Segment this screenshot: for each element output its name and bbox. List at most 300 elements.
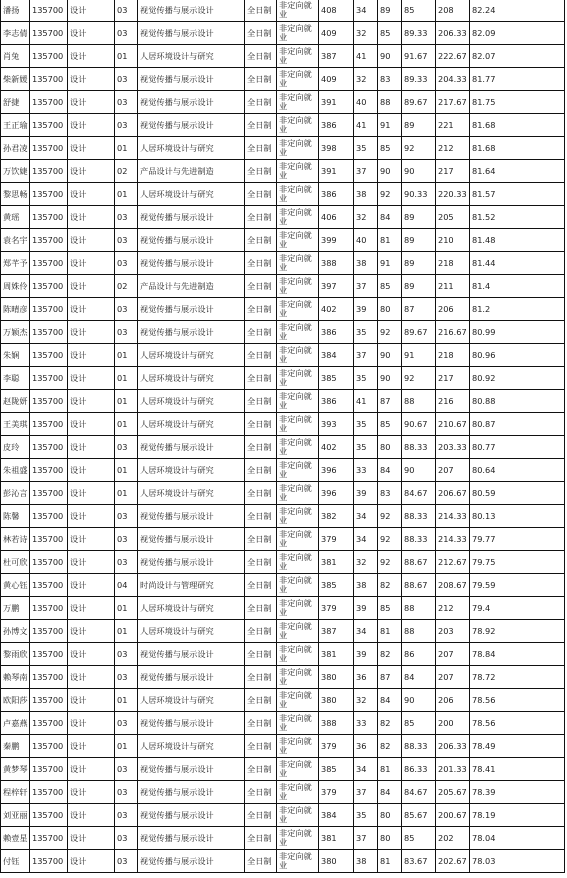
major-name-cell: 设计 [68, 735, 115, 758]
major-code-cell: 135700 [30, 275, 68, 298]
direction-code-cell: 03 [115, 298, 138, 321]
initial-score-cell: 391 [319, 160, 354, 183]
retest-total-cell: 212 [436, 597, 470, 620]
retest-total-cell: 200 [436, 712, 470, 735]
retest-total-cell: 200.67 [436, 804, 470, 827]
initial-score-cell: 382 [319, 505, 354, 528]
name-cell: 朱祖盛 [1, 459, 30, 482]
study-mode-cell: 全日制 [245, 252, 277, 275]
major-name-cell: 设计 [68, 551, 115, 574]
table-row [1, 275, 565, 298]
major-name-cell: 设计 [68, 666, 115, 689]
english-score-cell: 35 [354, 321, 378, 344]
direction-name-cell: 视觉传播与展示设计 [138, 206, 245, 229]
major-code-cell: 135700 [30, 22, 68, 45]
enrollment-type-cell: 非定向就业 [277, 413, 319, 436]
retest-total-cell: 216 [436, 390, 470, 413]
direction-name-cell: 视觉传播与展示设计 [138, 781, 245, 804]
enrollment-type-cell: 非定向就业 [277, 551, 319, 574]
enrollment-type-cell: 非定向就业 [277, 482, 319, 505]
initial-score-cell: 379 [319, 597, 354, 620]
enrollment-type-cell: 非定向就业 [277, 827, 319, 850]
initial-score-cell: 397 [319, 275, 354, 298]
study-mode-cell: 全日制 [245, 735, 277, 758]
retest-score-cell: 86 [402, 643, 436, 666]
direction-code-cell: 03 [115, 643, 138, 666]
retest-total-cell: 212.67 [436, 551, 470, 574]
direction-name-cell: 视觉传播与展示设计 [138, 505, 245, 528]
retest-total-cell: 204.33 [436, 68, 470, 91]
study-mode-cell: 全日制 [245, 367, 277, 390]
direction-name-cell: 视觉传播与展示设计 [138, 712, 245, 735]
interview-score-cell: 92 [378, 505, 402, 528]
direction-code-cell: 04 [115, 574, 138, 597]
enrollment-type-cell: 非定向就业 [277, 160, 319, 183]
direction-name-cell: 视觉传播与展示设计 [138, 68, 245, 91]
study-mode-cell: 全日制 [245, 206, 277, 229]
major-code-cell: 135700 [30, 850, 68, 873]
study-mode-cell: 全日制 [245, 321, 277, 344]
major-name-cell: 设计 [68, 459, 115, 482]
study-mode-cell: 全日制 [245, 229, 277, 252]
direction-code-cell: 03 [115, 827, 138, 850]
major-code-cell: 135700 [30, 206, 68, 229]
interview-score-cell: 84 [378, 781, 402, 804]
study-mode-cell: 全日制 [245, 804, 277, 827]
english-score-cell: 39 [354, 298, 378, 321]
direction-code-cell: 02 [115, 160, 138, 183]
initial-score-cell: 380 [319, 850, 354, 873]
major-name-cell: 设计 [68, 505, 115, 528]
english-score-cell: 39 [354, 482, 378, 505]
interview-score-cell: 85 [378, 597, 402, 620]
interview-score-cell: 92 [378, 321, 402, 344]
retest-score-cell: 84.67 [402, 781, 436, 804]
final-score-cell: 81.2 [470, 298, 565, 321]
initial-score-cell: 381 [319, 643, 354, 666]
final-score-cell: 80.87 [470, 413, 565, 436]
retest-total-cell: 211 [436, 275, 470, 298]
interview-score-cell: 91 [378, 114, 402, 137]
retest-score-cell: 89.33 [402, 22, 436, 45]
name-cell: 赵陇妍 [1, 390, 30, 413]
major-code-cell: 135700 [30, 0, 68, 22]
enrollment-type-cell: 非定向就业 [277, 620, 319, 643]
major-code-cell: 135700 [30, 827, 68, 850]
interview-score-cell: 87 [378, 666, 402, 689]
table-row [1, 551, 565, 574]
major-name-cell: 设计 [68, 597, 115, 620]
enrollment-type-cell: 非定向就业 [277, 781, 319, 804]
retest-total-cell: 202 [436, 827, 470, 850]
major-name-cell: 设计 [68, 436, 115, 459]
direction-code-cell: 01 [115, 689, 138, 712]
retest-total-cell: 207 [436, 459, 470, 482]
direction-code-cell: 03 [115, 758, 138, 781]
retest-total-cell: 208.67 [436, 574, 470, 597]
retest-total-cell: 217 [436, 367, 470, 390]
name-cell: 黄梦琴 [1, 758, 30, 781]
enrollment-type-cell: 非定向就业 [277, 735, 319, 758]
english-score-cell: 41 [354, 114, 378, 137]
retest-total-cell: 217.67 [436, 91, 470, 114]
direction-name-cell: 视觉传播与展示设计 [138, 436, 245, 459]
interview-score-cell: 85 [378, 22, 402, 45]
final-score-cell: 81.4 [470, 275, 565, 298]
major-code-cell: 135700 [30, 114, 68, 137]
table-row [1, 68, 565, 91]
study-mode-cell: 全日制 [245, 298, 277, 321]
retest-total-cell: 207 [436, 643, 470, 666]
initial-score-cell: 399 [319, 229, 354, 252]
direction-code-cell: 03 [115, 528, 138, 551]
english-score-cell: 34 [354, 620, 378, 643]
final-score-cell: 78.72 [470, 666, 565, 689]
name-cell: 黎雨欣 [1, 643, 30, 666]
final-score-cell: 81.57 [470, 183, 565, 206]
name-cell: 陈晴彦 [1, 298, 30, 321]
major-name-cell: 设计 [68, 229, 115, 252]
initial-score-cell: 409 [319, 22, 354, 45]
study-mode-cell: 全日制 [245, 505, 277, 528]
table-row [1, 436, 565, 459]
direction-code-cell: 01 [115, 597, 138, 620]
english-score-cell: 37 [354, 781, 378, 804]
english-score-cell: 34 [354, 0, 378, 22]
interview-score-cell: 92 [378, 183, 402, 206]
interview-score-cell: 90 [378, 45, 402, 68]
direction-name-cell: 时尚设计与管理研究 [138, 574, 245, 597]
initial-score-cell: 398 [319, 137, 354, 160]
direction-code-cell: 01 [115, 137, 138, 160]
study-mode-cell: 全日制 [245, 137, 277, 160]
english-score-cell: 40 [354, 91, 378, 114]
major-code-cell: 135700 [30, 758, 68, 781]
enrollment-type-cell: 非定向就业 [277, 528, 319, 551]
english-score-cell: 35 [354, 436, 378, 459]
retest-total-cell: 201.33 [436, 758, 470, 781]
table-row [1, 666, 565, 689]
major-name-cell: 设计 [68, 804, 115, 827]
name-cell: 刘亚丽 [1, 804, 30, 827]
enrollment-type-cell: 非定向就业 [277, 344, 319, 367]
major-code-cell: 135700 [30, 252, 68, 275]
final-score-cell: 78.49 [470, 735, 565, 758]
english-score-cell: 36 [354, 735, 378, 758]
retest-score-cell: 89 [402, 114, 436, 137]
retest-score-cell: 85 [402, 712, 436, 735]
study-mode-cell: 全日制 [245, 390, 277, 413]
final-score-cell: 81.52 [470, 206, 565, 229]
enrollment-type-cell: 非定向就业 [277, 206, 319, 229]
name-cell: 黄心钰 [1, 574, 30, 597]
table-row [1, 367, 565, 390]
study-mode-cell: 全日制 [245, 68, 277, 91]
interview-score-cell: 81 [378, 758, 402, 781]
initial-score-cell: 408 [319, 0, 354, 22]
major-code-cell: 135700 [30, 735, 68, 758]
retest-total-cell: 218 [436, 344, 470, 367]
initial-score-cell: 386 [319, 114, 354, 137]
interview-score-cell: 92 [378, 528, 402, 551]
retest-score-cell: 88.33 [402, 528, 436, 551]
interview-score-cell: 80 [378, 827, 402, 850]
direction-name-cell: 视觉传播与展示设计 [138, 91, 245, 114]
enrollment-type-cell: 非定向就业 [277, 22, 319, 45]
interview-score-cell: 80 [378, 298, 402, 321]
direction-name-cell: 视觉传播与展示设计 [138, 850, 245, 873]
table-row [1, 459, 565, 482]
major-name-cell: 设计 [68, 114, 115, 137]
study-mode-cell: 全日制 [245, 827, 277, 850]
table-row [1, 689, 565, 712]
direction-name-cell: 视觉传播与展示设计 [138, 0, 245, 22]
table-row [1, 850, 565, 873]
major-name-cell: 设计 [68, 712, 115, 735]
direction-name-cell: 人居环境设计与研究 [138, 45, 245, 68]
initial-score-cell: 387 [319, 620, 354, 643]
interview-score-cell: 90 [378, 160, 402, 183]
retest-total-cell: 206.67 [436, 482, 470, 505]
major-code-cell: 135700 [30, 321, 68, 344]
study-mode-cell: 全日制 [245, 597, 277, 620]
direction-code-cell: 03 [115, 252, 138, 275]
enrollment-type-cell: 非定向就业 [277, 505, 319, 528]
direction-code-cell: 01 [115, 367, 138, 390]
interview-score-cell: 85 [378, 413, 402, 436]
major-name-cell: 设计 [68, 160, 115, 183]
table-row [1, 252, 565, 275]
final-score-cell: 82.07 [470, 45, 565, 68]
major-name-cell: 设计 [68, 91, 115, 114]
enrollment-type-cell: 非定向就业 [277, 275, 319, 298]
enrollment-type-cell: 非定向就业 [277, 390, 319, 413]
enrollment-type-cell: 非定向就业 [277, 252, 319, 275]
direction-name-cell: 人居环境设计与研究 [138, 597, 245, 620]
initial-score-cell: 379 [319, 735, 354, 758]
retest-score-cell: 83.67 [402, 850, 436, 873]
enrollment-type-cell: 非定向就业 [277, 183, 319, 206]
direction-code-cell: 03 [115, 551, 138, 574]
name-cell: 付钰 [1, 850, 30, 873]
enrollment-type-cell: 非定向就业 [277, 321, 319, 344]
interview-score-cell: 83 [378, 68, 402, 91]
direction-name-cell: 人居环境设计与研究 [138, 367, 245, 390]
enrollment-type-cell: 非定向就业 [277, 643, 319, 666]
enrollment-type-cell: 非定向就业 [277, 229, 319, 252]
initial-score-cell: 386 [319, 183, 354, 206]
retest-total-cell: 218 [436, 252, 470, 275]
study-mode-cell: 全日制 [245, 91, 277, 114]
enrollment-type-cell: 非定向就业 [277, 574, 319, 597]
direction-code-cell: 01 [115, 183, 138, 206]
study-mode-cell: 全日制 [245, 436, 277, 459]
english-score-cell: 32 [354, 68, 378, 91]
direction-name-cell: 视觉传播与展示设计 [138, 229, 245, 252]
retest-score-cell: 90 [402, 459, 436, 482]
final-score-cell: 78.03 [470, 850, 565, 873]
english-score-cell: 34 [354, 505, 378, 528]
table-row [1, 206, 565, 229]
interview-score-cell: 90 [378, 344, 402, 367]
table-row [1, 160, 565, 183]
english-score-cell: 35 [354, 137, 378, 160]
initial-score-cell: 386 [319, 390, 354, 413]
retest-score-cell: 84.67 [402, 482, 436, 505]
final-score-cell: 81.77 [470, 68, 565, 91]
study-mode-cell: 全日制 [245, 275, 277, 298]
initial-score-cell: 388 [319, 712, 354, 735]
final-score-cell: 78.39 [470, 781, 565, 804]
english-score-cell: 38 [354, 850, 378, 873]
direction-name-cell: 产品设计与先进制造 [138, 275, 245, 298]
direction-code-cell: 03 [115, 666, 138, 689]
initial-score-cell: 386 [319, 321, 354, 344]
interview-score-cell: 81 [378, 229, 402, 252]
name-cell: 李志倩 [1, 22, 30, 45]
direction-name-cell: 人居环境设计与研究 [138, 459, 245, 482]
name-cell: 赖琴南 [1, 666, 30, 689]
interview-score-cell: 90 [378, 367, 402, 390]
major-name-cell: 设计 [68, 68, 115, 91]
interview-score-cell: 82 [378, 712, 402, 735]
final-score-cell: 79.75 [470, 551, 565, 574]
study-mode-cell: 全日制 [245, 620, 277, 643]
interview-score-cell: 87 [378, 390, 402, 413]
final-score-cell: 79.77 [470, 528, 565, 551]
retest-total-cell: 220.33 [436, 183, 470, 206]
interview-score-cell: 92 [378, 551, 402, 574]
name-cell: 欧阳莎 [1, 689, 30, 712]
major-code-cell: 135700 [30, 413, 68, 436]
direction-name-cell: 视觉传播与展示设计 [138, 528, 245, 551]
direction-name-cell: 视觉传播与展示设计 [138, 827, 245, 850]
name-cell: 卢嘉燕 [1, 712, 30, 735]
interview-score-cell: 80 [378, 804, 402, 827]
major-name-cell: 设计 [68, 390, 115, 413]
english-score-cell: 41 [354, 45, 378, 68]
major-code-cell: 135700 [30, 183, 68, 206]
retest-total-cell: 207 [436, 666, 470, 689]
name-cell: 彭沁言 [1, 482, 30, 505]
interview-score-cell: 81 [378, 620, 402, 643]
direction-name-cell: 人居环境设计与研究 [138, 390, 245, 413]
final-score-cell: 82.24 [470, 0, 565, 22]
retest-score-cell: 92 [402, 367, 436, 390]
name-cell: 潘扬 [1, 0, 30, 22]
major-name-cell: 设计 [68, 643, 115, 666]
major-name-cell: 设计 [68, 620, 115, 643]
major-name-cell: 设计 [68, 252, 115, 275]
final-score-cell: 81.44 [470, 252, 565, 275]
major-code-cell: 135700 [30, 597, 68, 620]
direction-name-cell: 人居环境设计与研究 [138, 620, 245, 643]
enrollment-type-cell: 非定向就业 [277, 689, 319, 712]
direction-name-cell: 人居环境设计与研究 [138, 735, 245, 758]
direction-code-cell: 01 [115, 459, 138, 482]
initial-score-cell: 396 [319, 482, 354, 505]
retest-score-cell: 89 [402, 275, 436, 298]
table-row [1, 597, 565, 620]
initial-score-cell: 381 [319, 827, 354, 850]
interview-score-cell: 82 [378, 574, 402, 597]
retest-score-cell: 85 [402, 827, 436, 850]
major-code-cell: 135700 [30, 804, 68, 827]
major-name-cell: 设计 [68, 183, 115, 206]
final-score-cell: 81.68 [470, 114, 565, 137]
english-score-cell: 36 [354, 666, 378, 689]
direction-code-cell: 01 [115, 344, 138, 367]
table-row [1, 528, 565, 551]
major-code-cell: 135700 [30, 91, 68, 114]
initial-score-cell: 388 [319, 252, 354, 275]
direction-code-cell: 01 [115, 390, 138, 413]
table-row [1, 643, 565, 666]
table-row [1, 91, 565, 114]
retest-score-cell: 90.67 [402, 413, 436, 436]
direction-code-cell: 03 [115, 114, 138, 137]
retest-total-cell: 205 [436, 206, 470, 229]
interview-score-cell: 88 [378, 91, 402, 114]
major-code-cell: 135700 [30, 528, 68, 551]
major-name-cell: 设计 [68, 482, 115, 505]
final-score-cell: 78.56 [470, 689, 565, 712]
study-mode-cell: 全日制 [245, 183, 277, 206]
final-score-cell: 79.59 [470, 574, 565, 597]
study-mode-cell: 全日制 [245, 528, 277, 551]
english-score-cell: 32 [354, 206, 378, 229]
final-score-cell: 78.92 [470, 620, 565, 643]
direction-code-cell: 03 [115, 505, 138, 528]
direction-code-cell: 03 [115, 850, 138, 873]
retest-score-cell: 89 [402, 252, 436, 275]
table-row [1, 735, 565, 758]
direction-code-cell: 03 [115, 22, 138, 45]
major-code-cell: 135700 [30, 781, 68, 804]
table-row [1, 0, 565, 22]
direction-name-cell: 视觉传播与展示设计 [138, 666, 245, 689]
initial-score-cell: 402 [319, 436, 354, 459]
study-mode-cell: 全日制 [245, 574, 277, 597]
direction-name-cell: 视觉传播与展示设计 [138, 22, 245, 45]
study-mode-cell: 全日制 [245, 459, 277, 482]
enrollment-type-cell: 非定向就业 [277, 597, 319, 620]
initial-score-cell: 409 [319, 68, 354, 91]
retest-score-cell: 85 [402, 0, 436, 22]
major-code-cell: 135700 [30, 344, 68, 367]
retest-total-cell: 206 [436, 298, 470, 321]
major-name-cell: 设计 [68, 298, 115, 321]
final-score-cell: 81.75 [470, 91, 565, 114]
english-score-cell: 35 [354, 413, 378, 436]
initial-score-cell: 387 [319, 45, 354, 68]
retest-total-cell: 203 [436, 620, 470, 643]
retest-score-cell: 88.67 [402, 551, 436, 574]
direction-code-cell: 01 [115, 735, 138, 758]
major-code-cell: 135700 [30, 666, 68, 689]
major-name-cell: 设计 [68, 0, 115, 22]
retest-score-cell: 89.67 [402, 91, 436, 114]
name-cell: 杜可欣 [1, 551, 30, 574]
enrollment-type-cell: 非定向就业 [277, 114, 319, 137]
table-row [1, 712, 565, 735]
name-cell: 黎思畅 [1, 183, 30, 206]
table-row [1, 344, 565, 367]
retest-total-cell: 216.67 [436, 321, 470, 344]
table-row [1, 229, 565, 252]
major-name-cell: 设计 [68, 22, 115, 45]
name-cell: 李聪 [1, 367, 30, 390]
